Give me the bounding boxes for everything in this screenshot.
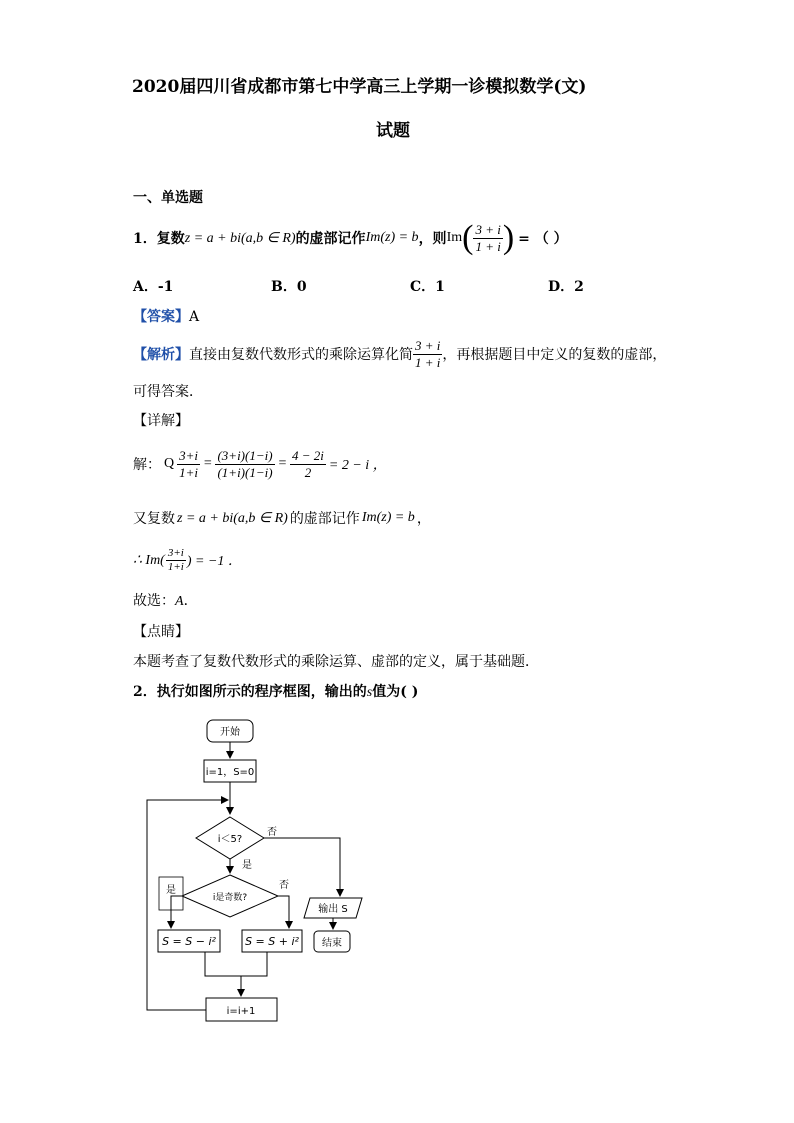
choose-value: A [175, 594, 184, 609]
flow-init-label: i=1，S=0 [205, 767, 255, 778]
question-text: = （ ） [518, 231, 568, 247]
detail-tag: 【详解】 [133, 413, 189, 429]
flow-right-box-label: S = S + i² [245, 935, 299, 948]
flow-left-box-label: S = S − i² [162, 935, 216, 948]
page-title-line2: 试题 [376, 121, 410, 141]
fraction-numerator: 3 + i [475, 221, 501, 237]
flow-no2-label: 否 [279, 880, 289, 891]
fraction-denominator: 1 + i [475, 238, 501, 254]
paren: ) [502, 219, 515, 256]
math-expression: z = a + bi(a,b ∈ R) [177, 510, 288, 526]
question-text: 复数 [156, 231, 185, 247]
flow-yes1-label: 是 [242, 860, 252, 871]
equals: = [277, 456, 288, 471]
choose-end: ． [183, 593, 198, 609]
page-title: 2020届四川省成都市第七中学高三上学期一诊模拟数学(文) [132, 77, 587, 97]
fraction-denominator: 1 + i [415, 354, 441, 370]
fraction-denominator: 1+i [179, 464, 199, 480]
math-expression: ∴ Im( [133, 552, 165, 568]
analysis-text: ，再根据题目中定义的复数的虚部， [442, 347, 667, 363]
question-text: 的虚部记作 [295, 231, 366, 247]
because-symbol: Q [164, 456, 175, 471]
math-expression: z = a + bi(a,b ∈ R) [184, 230, 296, 246]
solution-prefix: 解： [133, 457, 161, 473]
answer-value: A [189, 309, 200, 325]
comment-text: 本题考查了复数代数形式的乘除运算、虚部的定义，属于基础题． [133, 654, 539, 670]
flow-cond1-label: i＜5? [217, 834, 243, 845]
fraction-numerator: 3+i [167, 546, 184, 559]
option-b: B．0 [271, 279, 307, 295]
fraction-numerator: 3 + i [415, 337, 441, 353]
fraction-denominator: (1+i)(1−i) [217, 464, 273, 480]
question-number: 1． [133, 231, 157, 247]
answer-tag: 【答案】 [133, 309, 189, 325]
fraction-denominator: 2 [304, 464, 312, 480]
analysis-text: 直接由复数代数形式的乘除运算化简 [189, 347, 413, 363]
choose-text: 故选： [133, 593, 175, 609]
again-text: ， [416, 511, 431, 527]
again-text: 又复数 [133, 511, 175, 527]
paren: ( [462, 219, 474, 256]
flow-cond2-label: i是奇数? [212, 893, 248, 903]
math-expression: Im [446, 230, 463, 245]
math-expression: Im(z) = b [365, 230, 419, 245]
question-text: 执行如图所示的程序框图，输出的 [156, 684, 367, 700]
flow-yes2-label: 是 [166, 885, 176, 896]
option-c: C．1 [410, 279, 445, 295]
flow-incr-label: i=i+1 [226, 1006, 256, 1017]
again-text: 的虚部记作 [289, 511, 360, 527]
section-heading: 一、单选题 [133, 190, 203, 206]
math-expression: = 2 − i ， [328, 458, 387, 473]
equals: = [203, 456, 213, 471]
analysis-tag: 【解析】 [133, 347, 189, 363]
flow-output-label: 输出 S [318, 904, 348, 915]
math-expression: Im(z) = b [361, 510, 415, 525]
fraction-numerator: 4 − 2i [292, 447, 324, 463]
math-expression: ) = −1 ． [186, 554, 242, 569]
flow-end-label: 结束 [322, 938, 342, 949]
comment-tag: 【点睛】 [133, 624, 189, 640]
question-text: 值为( ) [372, 684, 419, 700]
fraction-numerator: (3+i)(1−i) [217, 447, 273, 463]
flow-no1-label: 否 [267, 827, 277, 838]
question-text: ，则 [418, 231, 447, 247]
option-d: D．2 [548, 279, 584, 295]
option-a: A．-1 [133, 279, 174, 295]
flow-start-label: 开始 [220, 727, 240, 738]
fraction-denominator: 1+i [167, 560, 184, 573]
analysis-line-2: 可得答案． [133, 384, 203, 400]
math-variable: s [366, 685, 373, 700]
fraction-numerator: 3+i [179, 447, 199, 463]
question-number: 2． [133, 684, 157, 700]
